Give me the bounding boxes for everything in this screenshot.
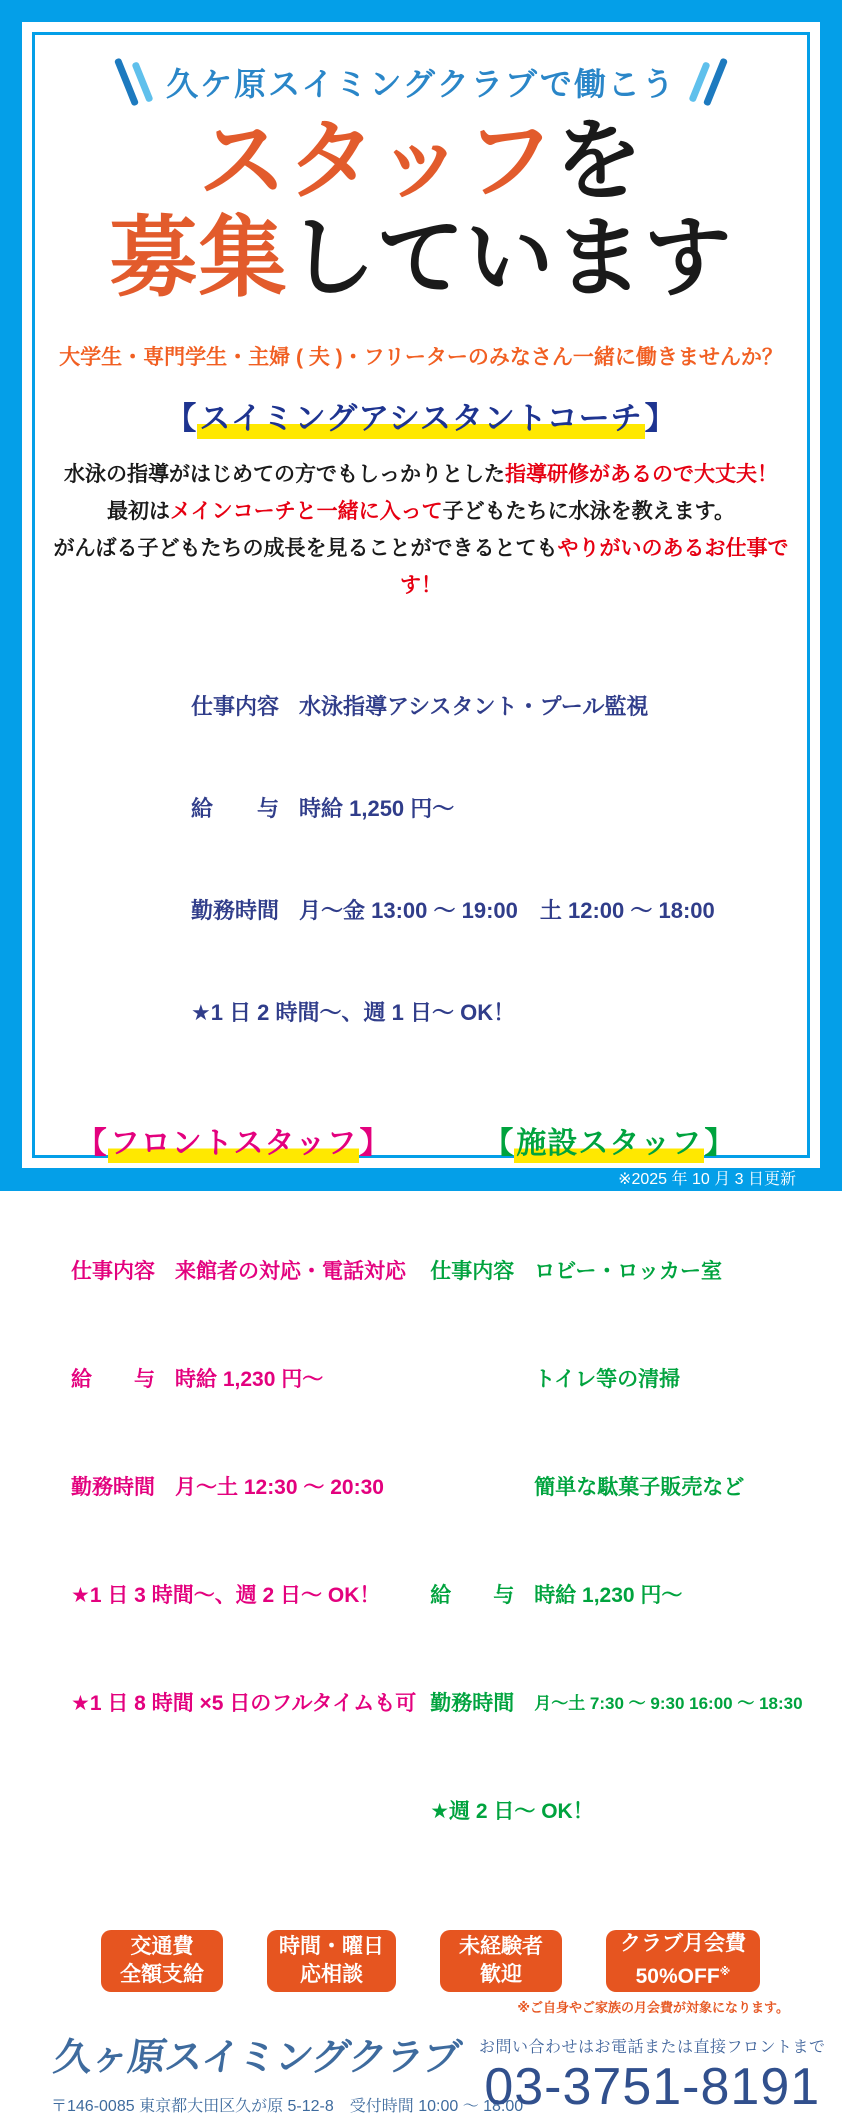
front-staff-section: [51, 1118, 416, 1902]
bracket-open: 【: [165, 400, 198, 436]
detail-label: [430, 1470, 518, 1506]
badge-text: クラブ月会費: [620, 1932, 746, 1956]
badge-text: 時間・曜日: [279, 1934, 384, 1958]
badge-text: 交通費: [130, 1934, 194, 1958]
bracket-close: 】: [704, 1126, 736, 1160]
club-logo: 久ヶ原スイミングクラブ: [51, 2036, 463, 2079]
detail-row-hours: [430, 1686, 802, 1722]
detail-row-job: [71, 1254, 416, 1290]
detail-value: 月〜金 13:00 〜 19:00 土 12:00 〜 18:00: [299, 897, 715, 923]
title-line-1: [51, 113, 791, 210]
footer-right: [479, 2020, 826, 2117]
detail-row-pay: [71, 1362, 416, 1398]
staff-columns: [51, 1118, 803, 1902]
footer-left: [51, 2020, 524, 2116]
detail-label: 給 与: [191, 795, 280, 821]
detail-row-pay: [191, 792, 791, 826]
coach-heading-text: スイミングアシスタントコーチ: [197, 401, 644, 439]
bracket-open: 【: [483, 1126, 515, 1160]
contact-line: お問い合わせはお電話または直接フロントまで: [479, 2038, 826, 2056]
detail-label: 給 与: [430, 1583, 515, 1607]
detail-value: 月〜土 12:30 〜 20:30: [175, 1475, 384, 1499]
title-rest: を: [554, 111, 644, 210]
detail-value: ロビー・ロッカー室: [534, 1259, 722, 1283]
desc-text: 水泳の指導がはじめての方でもしっかりとした: [64, 462, 505, 486]
coach-description: [51, 456, 791, 604]
front-details: [71, 1182, 416, 1794]
detail-label: 仕事内容: [71, 1259, 155, 1283]
footer: [51, 2020, 826, 2117]
detail-label: [430, 1362, 518, 1398]
detail-note: ★1 日 2 時間〜、週 1 日〜 OK！: [191, 999, 516, 1025]
front-heading-text: フロントスタッフ: [108, 1127, 360, 1163]
detail-label: 勤務時間: [430, 1691, 515, 1715]
detail-note: ★1 日 3 時間〜、週 2 日〜 OK！: [71, 1583, 381, 1607]
title-line-2: [51, 207, 791, 307]
emphasis-slash-left-icon: [123, 57, 146, 107]
tagline: [51, 57, 791, 107]
title-emphasis: スタッフ: [198, 111, 555, 210]
desc-text: がんばる子どもたちの成長を見ることができるとても: [53, 536, 558, 560]
benefit-badges: [101, 1930, 791, 1992]
detail-row-pay: [430, 1578, 802, 1614]
phone-number: 03-3751-8191: [484, 2057, 821, 2116]
facility-staff-section: [416, 1118, 802, 1902]
coach-details: [191, 622, 791, 1098]
front-section-heading: [51, 1118, 416, 1162]
detail-label: 給 与: [71, 1367, 155, 1391]
detail-value: 水泳指導アシスタント・プール監視: [299, 693, 649, 719]
bracket-open: 【: [76, 1126, 108, 1160]
badge-transport: [101, 1930, 223, 1992]
coach-description-line: [51, 456, 791, 493]
desc-text: 最初は: [107, 499, 171, 523]
badge-club-discount: [606, 1930, 760, 1992]
desc-text-highlight: メインコーチと一緒に入って: [170, 499, 443, 523]
title-rest: しています: [287, 207, 733, 307]
bracket-close: 】: [359, 1126, 391, 1160]
detail-row-job-cont: [430, 1362, 802, 1398]
coach-description-line: [51, 493, 791, 530]
update-date-note: ※2025 年 10 月 3 日更新: [618, 1171, 796, 1188]
detail-row-job: [430, 1254, 802, 1290]
facility-heading-text: 施設スタッフ: [514, 1127, 704, 1163]
badge-text: [636, 1958, 731, 1991]
coach-section-heading: [51, 393, 791, 438]
detail-value: 時給 1,230 円〜: [534, 1583, 683, 1607]
facility-section-heading: [416, 1118, 802, 1162]
detail-label: 勤務時間: [71, 1475, 155, 1499]
detail-value: トイレ等の清掃: [534, 1367, 681, 1391]
emphasis-slash-right-icon: [696, 57, 719, 107]
detail-row-hours: [71, 1470, 416, 1506]
detail-value: 時給 1,230 円〜: [175, 1367, 324, 1391]
subtitle: 大学生・専門学生・主婦 ( 夫 )・フリーターのみなさん一緒に働きませんか？: [59, 345, 783, 369]
detail-row-job: [191, 690, 791, 724]
badge-note: ※ご自身やご家族の月会費が対象になります。: [517, 1999, 789, 2015]
facility-details: [430, 1182, 802, 1902]
badge-discount-value: 50%OFF: [635, 1965, 720, 1989]
detail-label: 勤務時間: [191, 897, 280, 923]
address-line: 〒146-0085 東京都大田区久が原 5-12-8 受付時間 10:00 〜 18:00: [51, 2097, 524, 2115]
badge-asterisk: ※: [719, 1966, 731, 1979]
badge-beginners-welcome: [440, 1930, 562, 1992]
badge-text: 応相談: [300, 1962, 363, 1986]
desc-text: 子どもたちに水泳を教えます。: [442, 499, 735, 523]
detail-note: ★1 日 8 時間 ×5 日のフルタイムも可: [71, 1691, 417, 1715]
detail-label: 仕事内容: [430, 1259, 515, 1283]
detail-value: 簡単な駄菓子販売など: [534, 1475, 745, 1499]
detail-note: ★週 2 日〜 OK！: [430, 1799, 594, 1823]
detail-value: 月〜土 7:30 〜 9:30 16:00 〜 18:30: [534, 1693, 803, 1713]
poster-title: [51, 113, 791, 307]
bracket-close: 】: [644, 400, 677, 436]
tagline-text: 久ケ原スイミングクラブで働こう: [166, 66, 676, 102]
detail-row-job-cont: [430, 1470, 802, 1506]
detail-row-hours: [191, 894, 791, 928]
detail-value: 時給 1,250 円〜: [299, 795, 455, 821]
desc-text-highlight: やりがいのあるお仕事です！: [400, 536, 789, 597]
badge-text: 未経験者: [459, 1934, 543, 1958]
title-emphasis: 募集: [109, 207, 288, 307]
detail-label: 仕事内容: [191, 693, 280, 719]
badge-text: 全額支給: [120, 1962, 204, 1986]
desc-text-highlight: 指導研修があるので大丈夫！: [505, 462, 778, 486]
detail-value: 来館者の対応・電話対応: [175, 1259, 406, 1283]
coach-description-line: [51, 530, 791, 604]
badge-text: 歓迎: [480, 1962, 522, 1986]
badge-flexible-schedule: [267, 1930, 396, 1992]
